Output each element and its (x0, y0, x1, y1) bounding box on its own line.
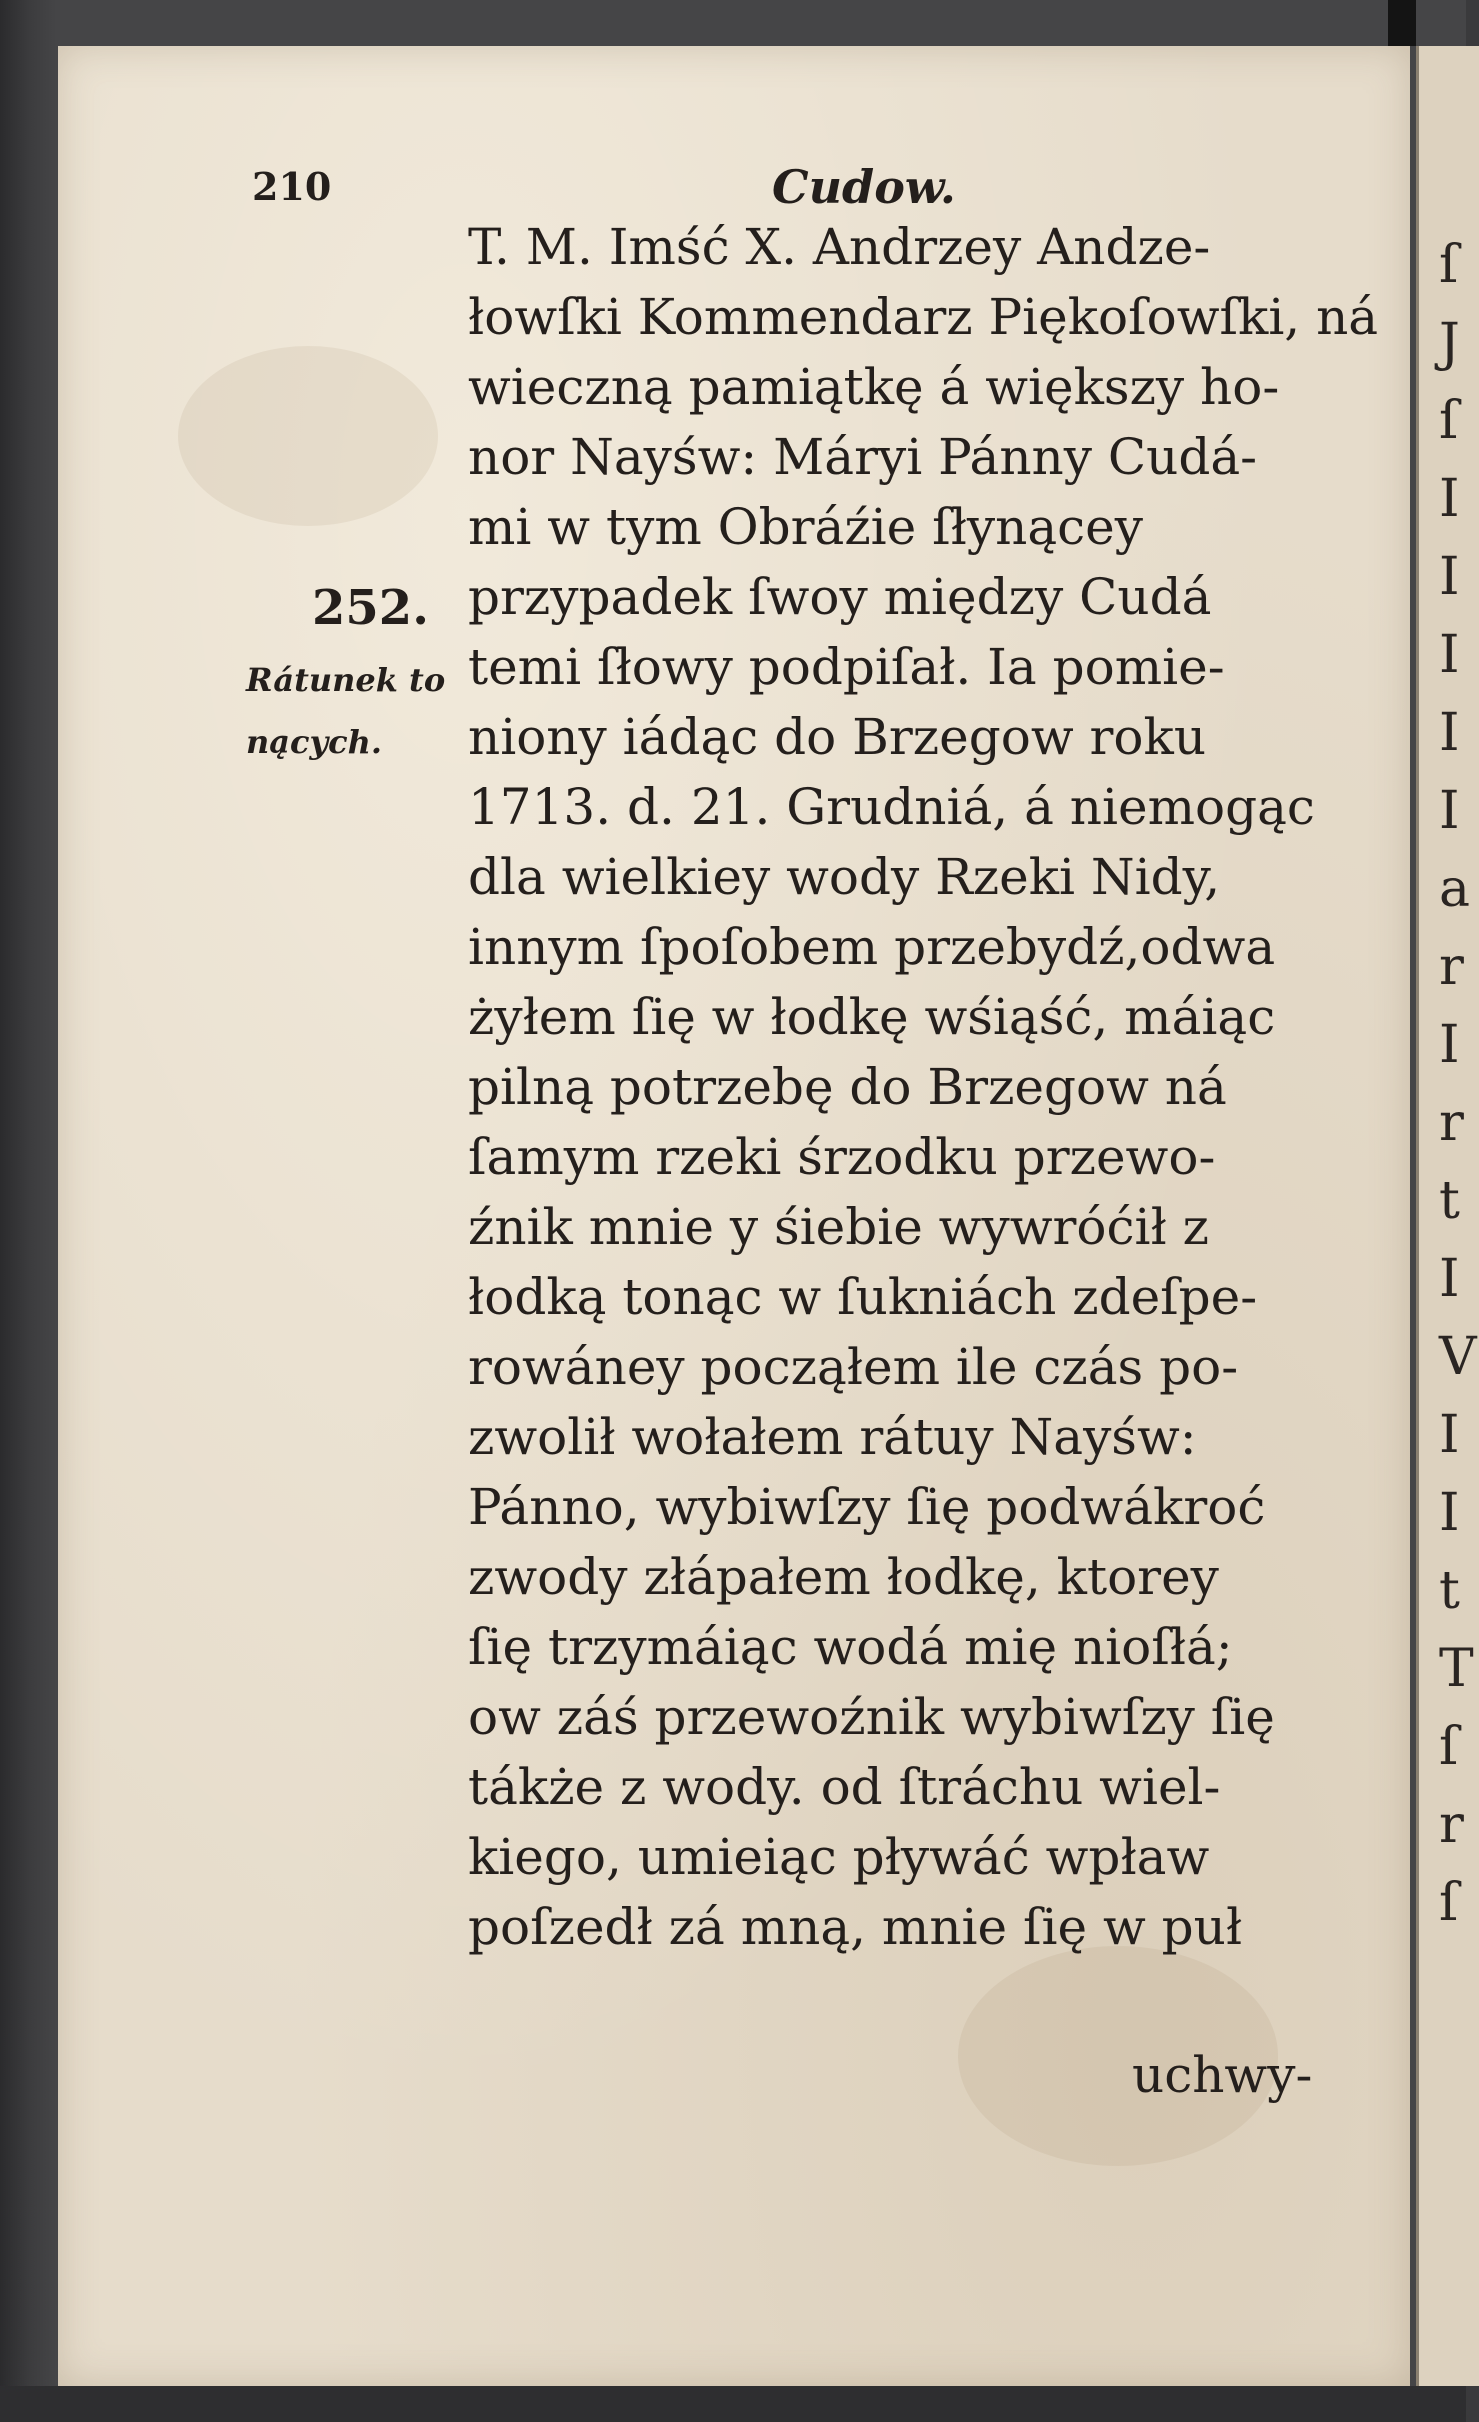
text-line: mi w tym Obráźie ſłynącey (468, 498, 1143, 556)
text-line: T. M. Imść X. Andrzey Andze- (468, 218, 1211, 276)
scanner-corner-mark (1388, 0, 1416, 46)
text-line: ow záś przewoźnik wybiwſzy ſię (468, 1688, 1275, 1746)
text-line: nor Nayśw: Máryi Pánny Cudá- (468, 428, 1258, 486)
text-line: 1713. d. 21. Grudniá, á niemogąc (468, 778, 1315, 836)
paper-stain (178, 346, 438, 526)
text-line: źnik mnie y śiebie wywróćił z (468, 1198, 1209, 1256)
next-page-letter: ſ (1439, 391, 1459, 451)
next-page-edge (1416, 46, 1479, 2386)
next-page-letter: I (1439, 1405, 1460, 1465)
text-line: zwolił wołałem rátuy Nayśw: (468, 1408, 1197, 1466)
next-page-letter: I (1439, 469, 1460, 529)
text-line: pilną potrzebę do Brzegow ná (468, 1058, 1227, 1116)
text-line: ſamym rzeki śrzodku przewo- (468, 1128, 1216, 1186)
next-page-letter: I (1439, 547, 1460, 607)
next-page-letter: ſ (1439, 1873, 1459, 1933)
text-line: innym ſpoſobem przebydź,odwa (468, 918, 1276, 976)
next-page-letter: I (1439, 1483, 1460, 1543)
page-number: 210 (252, 164, 332, 209)
margin-note-line: Rátunek to (246, 661, 446, 699)
text-line: zwody złápałem łodkę, ktorey (468, 1548, 1219, 1606)
text-line: Pánno, wybiwſzy ſię podwákroć (468, 1478, 1266, 1536)
next-page-letters (1419, 226, 1479, 1942)
next-page-letter: T (1439, 1639, 1474, 1699)
next-page-letter: J (1439, 313, 1460, 373)
text-line: temi ſłowy podpiſał. Ia pomie- (468, 638, 1225, 696)
text-line: niony iádąc do Brzegow roku (468, 708, 1207, 766)
next-page-letter: ſ (1439, 235, 1459, 295)
text-line: tákże z wody. od ſtráchu wiel- (468, 1758, 1221, 1816)
running-head: Cudow. (772, 160, 956, 214)
next-page-letter: I (1439, 781, 1460, 841)
text-line: żyłem ſię w łodkę wśiąść, máiąc (468, 988, 1276, 1046)
text-line: kiego, umieiąc pływáć wpław (468, 1828, 1210, 1886)
next-page-letter: a (1439, 859, 1471, 919)
next-page-letter: I (1439, 1015, 1460, 1075)
next-page-letter: V (1439, 1327, 1477, 1387)
next-page-letter: t (1439, 1171, 1460, 1231)
next-page-letter: r (1439, 1795, 1464, 1855)
text-line: łowſki Kommendarz Piękoſowſki, ná (468, 288, 1379, 346)
text-line: łodką tonąc w ſukniách zdeſpe- (468, 1268, 1258, 1326)
text-line: rowáney począłem ile czás po- (468, 1338, 1239, 1396)
body-text (468, 212, 1388, 1962)
next-page-letter: I (1439, 1249, 1460, 1309)
text-line: wieczną pamiątkę á większy ho- (468, 358, 1280, 416)
next-page-letter: ſ (1439, 1717, 1459, 1777)
text-line: poſzedł zá mną, mnie ſię w puł (468, 1898, 1243, 1956)
text-line: przypadek ſwoy między Cudá (468, 568, 1212, 626)
next-page-letter: r (1439, 1093, 1464, 1153)
catchword: uchwy- (1132, 2046, 1313, 2104)
margin-entry-number: 252. (312, 580, 429, 636)
text-line: dla wielkiey wody Rzeki Nidy, (468, 848, 1221, 906)
margin-note-line: nących. (246, 723, 382, 761)
next-page-letter: I (1439, 625, 1460, 685)
text-line: ſię trzymáiąc wodá mię nioſłá; (468, 1618, 1233, 1676)
next-page-letter: I (1439, 703, 1460, 763)
scan-bottom-edge (0, 2386, 1466, 2422)
next-page-letter: t (1439, 1561, 1460, 1621)
next-page-letter: r (1439, 937, 1464, 997)
